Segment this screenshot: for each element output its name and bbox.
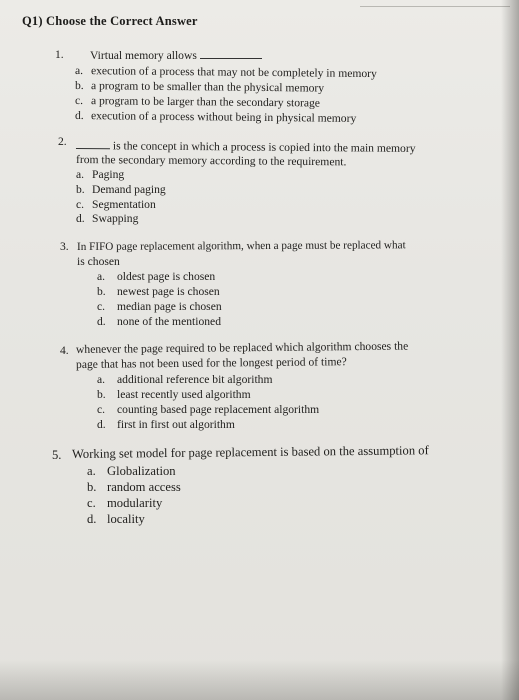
- answer-blank: [200, 48, 262, 59]
- question-number: 3.: [60, 240, 69, 253]
- question-number: 4.: [60, 344, 69, 357]
- option-d: d. Swapping: [76, 212, 139, 225]
- option-d: d. none of the mentioned: [97, 315, 221, 328]
- answer-blank: [76, 138, 110, 149]
- question-stem-line: In FIFO page replacement algorithm, when a page must be replaced what: [76, 239, 406, 253]
- option-d: d. locality: [87, 512, 145, 526]
- option-b: b. least recently used algorithm: [97, 388, 251, 401]
- question-stem-line: Virtual memory allows: [90, 48, 262, 63]
- question-number: 5.: [52, 448, 62, 462]
- option-b: b. Demand paging: [76, 183, 166, 196]
- top-rule: [360, 6, 510, 7]
- question-stem-line: Working set model for page replacement is based on the assumption of: [71, 443, 429, 461]
- page-title: Q1) Choose the Correct Answer: [22, 14, 198, 28]
- question-number: 1.: [55, 48, 64, 61]
- page-bottom-shadow: [0, 660, 519, 700]
- option-c: c. Segmentation: [76, 198, 156, 211]
- option-a: a. execution of a process that may not be completely in memory: [74, 64, 377, 81]
- question-stem-line: is chosen: [77, 255, 120, 268]
- option-a: a. additional reference bit algorithm: [97, 373, 273, 386]
- option-a: a. Globalization: [87, 464, 176, 478]
- option-b: b. random access: [87, 480, 181, 494]
- question-stem-line: from the secondary memory according to the requirement.: [75, 153, 347, 169]
- option-c: c. median page is chosen: [97, 300, 222, 313]
- option-c: c. modularity: [87, 496, 163, 510]
- option-b: b. a program to be smaller than the physical memory: [74, 79, 325, 95]
- question-stem-line: whenever the page required to be replaced which algorithm chooses the: [75, 339, 409, 356]
- question-stem-line: is the concept in which a process is copied into the main memory: [76, 138, 416, 156]
- option-b: b. newest page is chosen: [97, 285, 220, 298]
- question-stem-line: page that has not been used for the longest period of time?: [75, 355, 347, 371]
- option-c: c. a program to be larger than the secondary storage: [74, 94, 321, 110]
- option-d: d. execution of a process without being in physical memory: [74, 109, 357, 125]
- option-d: d. first in first out algorithm: [97, 418, 235, 431]
- question-number: 2.: [58, 135, 67, 148]
- option-a: a. oldest page is chosen: [97, 270, 216, 283]
- option-a: a. Paging: [76, 168, 125, 181]
- page-edge-shadow: [501, 0, 519, 700]
- option-c: c. counting based page replacement algorithm: [97, 403, 320, 416]
